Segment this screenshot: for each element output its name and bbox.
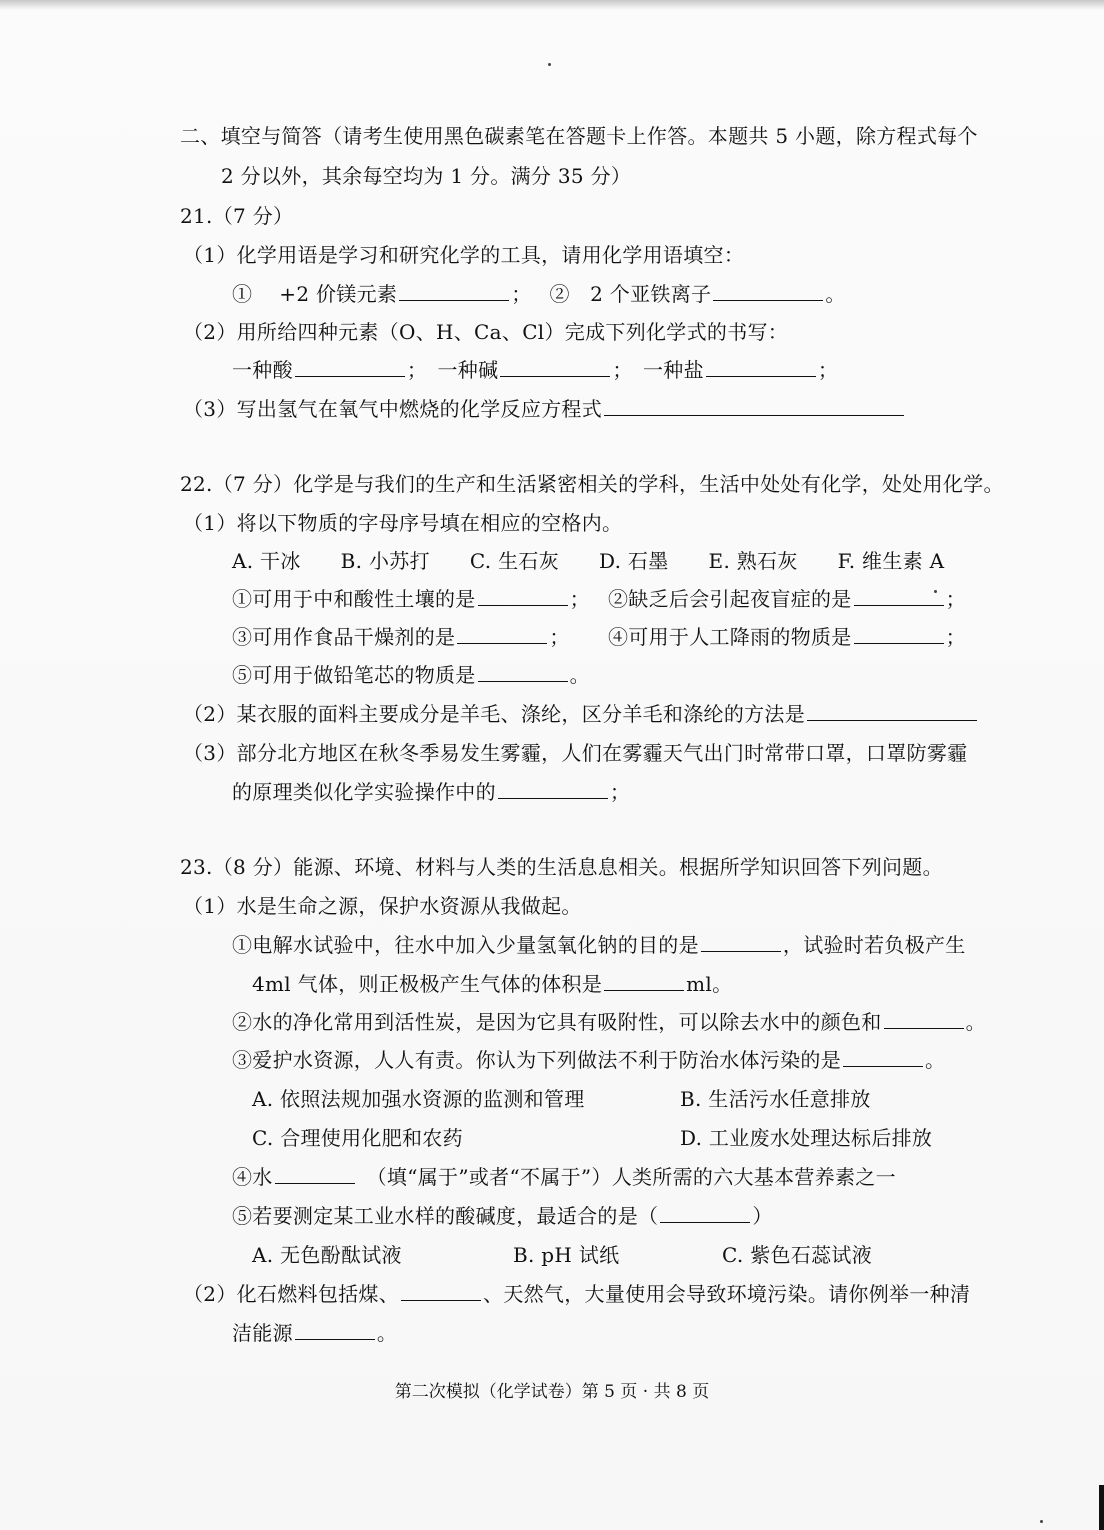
q22-blank5[interactable]: [478, 663, 568, 682]
q23-part2-text: （2）化石燃料包括煤、: [183, 1282, 400, 1306]
q22-item4-end: ；: [945, 625, 966, 649]
q22-part3-text: 的原理类似化学实验操作中的: [232, 780, 496, 804]
q23-item4: [232, 1163, 896, 1191]
q21-part2-end: ；: [817, 358, 839, 382]
q21-part3: [183, 395, 906, 423]
scan-speck: [934, 590, 937, 593]
q21-blank-mg[interactable]: [399, 282, 509, 301]
scan-speck: [1040, 1520, 1043, 1523]
q23-item1-line1: [232, 931, 966, 959]
q23-item5-option-a: A. 无色酚酞试液: [252, 1243, 402, 1267]
q22-item2-end: ；: [945, 587, 966, 611]
q22-blank3[interactable]: [457, 625, 547, 644]
q22-option-a: A. 干冰: [232, 549, 301, 573]
q22-blank-method[interactable]: [807, 702, 977, 721]
q22-part2: [183, 700, 979, 728]
q23-item5: [232, 1202, 773, 1230]
q23-item5-text: ⑤若要测定某工业水样的酸碱度，最适合的是（: [232, 1204, 659, 1228]
scan-edge-mark: [1099, 1485, 1104, 1530]
q22-item4: ④可用于人工降雨的物质是: [608, 625, 852, 649]
q22-blank-row2: [232, 623, 570, 651]
scan-speck: [548, 63, 551, 66]
q21-item-a: ① +2 价镁元素: [232, 282, 398, 306]
q23-item5-end: ）: [752, 1204, 773, 1228]
q22-options: [232, 547, 944, 575]
q23-item3-text: ③爱护水资源，人人有责。你认为下列做法不利于防治水体污染的是: [232, 1048, 841, 1072]
scan-top-edge: [0, 0, 1104, 10]
q22-part3-end: ；: [609, 780, 631, 804]
q23-item3-option-d: D. 工业废水处理达标后排放: [680, 1126, 933, 1150]
q23-item2: [232, 1008, 986, 1036]
q23-blank-nutrient[interactable]: [275, 1165, 355, 1184]
q23-blank-odor[interactable]: [884, 1010, 964, 1029]
page-footer: 第二次模拟（化学试卷）第 5 页 · 共 8 页: [394, 1382, 710, 1402]
q22-item1: ①可用于中和酸性土壤的是: [232, 587, 476, 611]
q22-item5-end: 。: [569, 663, 590, 687]
q23-part2-line2-text: 洁能源: [232, 1321, 293, 1345]
q22-item2: ②缺乏后会引起夜盲症的是: [608, 587, 852, 611]
q23-blank-purpose[interactable]: [701, 933, 781, 952]
q23-blank-clean-energy[interactable]: [295, 1321, 375, 1340]
q21-number: 21.（7 分）: [180, 204, 294, 228]
q23-item5-option-b: B. pH 试纸: [513, 1243, 620, 1267]
q21-blank-equation[interactable]: [604, 397, 904, 416]
q23-item3-option-c: C. 合理使用化肥和农药: [252, 1126, 463, 1150]
q22-part2-text: （2）某衣服的面料主要成分是羊毛、涤纶，区分羊毛和涤纶的方法是: [183, 702, 806, 726]
q21-part3-text: （3）写出氢气在氧气中燃烧的化学反应方程式: [183, 397, 603, 421]
q21-base-label: ； 一种碱: [406, 358, 499, 382]
q23-item1-line2: [252, 970, 732, 998]
q23-part2-text-end: 、天然气，大量使用会导致环境污染。请你例举一种清: [483, 1282, 971, 1306]
q21-part1: （1）化学用语是学习和研究化学的工具，请用化学用语填空：: [183, 243, 745, 267]
q21-salt-label: ； 一种盐: [612, 358, 704, 382]
q22-blank-row2b: [608, 623, 966, 651]
q22-part1: （1）将以下物质的字母序号填在相应的空格内。: [183, 511, 623, 535]
q23-item4-text: ④水: [232, 1165, 273, 1189]
q23-number: 23.（8 分）能源、环境、材料与人类的生活息息相关。根据所学知识回答下列问题。: [180, 855, 943, 879]
q23-blank-volume[interactable]: [604, 972, 684, 991]
q22-blank4[interactable]: [854, 625, 944, 644]
q23-item1-text-end: ，试验时若负极产生: [782, 933, 966, 957]
q22-option-f: F. 维生素 A: [837, 549, 945, 573]
q22-option-e: E. 熟石灰: [708, 549, 798, 573]
q23-item3-end: 。: [925, 1048, 946, 1072]
q21-part1-items: [232, 280, 846, 308]
q22-blank2[interactable]: [854, 587, 944, 606]
q21-part2-items: [232, 356, 838, 384]
q23-item3: [232, 1046, 945, 1074]
q22-item3: ③可用作食品干燥剂的是: [232, 625, 456, 649]
q22-blank-operation[interactable]: [498, 780, 608, 799]
q21-part2: （2）用所给四种元素（O、H、Ca、Cl）完成下列化学式的书写：: [183, 320, 789, 344]
q22-blank-row1: [232, 585, 590, 613]
q23-part2-line2-end: 。: [376, 1321, 398, 1345]
q22-blank-row1b: [608, 585, 966, 613]
q22-number: 22.（7 分）化学是与我们的生产和生活紧密相关的学科，生活中处处有化学，处处用化学。: [180, 472, 1004, 496]
q23-blank-fuel[interactable]: [401, 1282, 481, 1301]
section-heading-line2: 2 分以外，其余每空均为 1 分。满分 35 分）: [221, 164, 632, 188]
q22-option-b: B. 小苏打: [340, 549, 430, 573]
q23-item2-text: ②水的净化常用到活性炭，是因为它具有吸附性，可以除去水中的颜色和: [232, 1010, 882, 1034]
q23-part2-line1: [183, 1280, 970, 1308]
q23-part2-line2: [232, 1319, 397, 1347]
q23-item1-line2-end: ml。: [686, 972, 733, 996]
q21-blank-base[interactable]: [500, 358, 610, 377]
q22-item5: ⑤可用于做铅笔芯的物质是: [232, 663, 476, 687]
q22-blank1[interactable]: [478, 587, 568, 606]
q22-item3-end: ；: [549, 625, 570, 649]
q23-blank-ph[interactable]: [660, 1204, 750, 1223]
q22-part3-line2: [232, 778, 630, 806]
q23-blank-pollution[interactable]: [843, 1048, 923, 1067]
q21-item-b: ② 2 个亚铁离子: [549, 282, 712, 306]
q21-blank-acid[interactable]: [295, 358, 405, 377]
q23-item4-end: （填“属于”或者“不属于”）人类所需的六大基本营养素之一: [366, 1165, 896, 1189]
q23-part1: （1）水是生命之源，保护水资源从我做起。: [183, 894, 582, 918]
q22-option-c: C. 生石灰: [469, 549, 559, 573]
q22-option-d: D. 石墨: [599, 549, 669, 573]
q23-item1-text: ①电解水试验中，往水中加入少量氢氧化钠的目的是: [232, 933, 699, 957]
q23-item2-end: 。: [965, 1010, 986, 1034]
q21-item-b-end: 。: [825, 282, 846, 306]
q21-acid-label: 一种酸: [232, 358, 293, 382]
q23-item1-line2-text: 4ml 气体，则正极极产生气体的体积是: [252, 972, 603, 996]
q21-blank-fe[interactable]: [713, 282, 823, 301]
section-heading-line1: 二、填空与简答（请考生使用黑色碳素笔在答题卡上作答。本题共 5 小题，除方程式每个: [180, 124, 978, 148]
q23-item5-option-c: C. 紫色石蕊试液: [722, 1243, 873, 1267]
q22-item1-end: ；: [569, 587, 590, 611]
q23-item3-option-b: B. 生活污水任意排放: [680, 1087, 871, 1111]
q22-blank-row3: [232, 661, 590, 689]
q21-item-a-end: ；: [511, 282, 532, 306]
q23-item3-option-a: A. 依照法规加强水资源的监测和管理: [252, 1087, 585, 1111]
q21-blank-salt[interactable]: [706, 358, 816, 377]
q22-part3-line1: （3）部分北方地区在秋冬季易发生雾霾，人们在雾霾天气出门时常带口罩，口罩防雾霾: [183, 741, 968, 765]
